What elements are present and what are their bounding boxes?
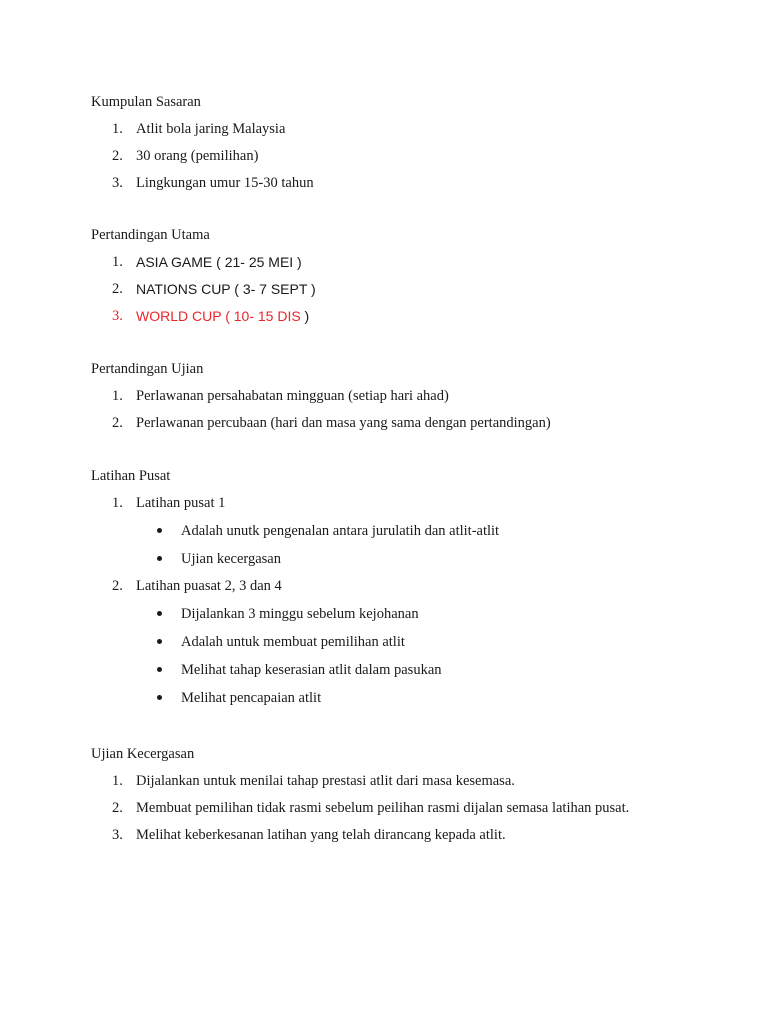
list-item: [91, 490, 731, 517]
list-item: [91, 573, 731, 600]
bullet-item: [91, 684, 731, 712]
list-number: 3.: [112, 308, 123, 324]
section-ujian-kecergasan: [91, 741, 731, 849]
bullet-text: Ujian kecergasan: [181, 551, 281, 567]
list-text: Dijalankan untuk menilai tahap prestasi atlit dari masa kesemasa.: [136, 773, 515, 789]
list-item: [91, 276, 731, 303]
section-heading: Pertandingan Ujian: [91, 361, 204, 377]
bullet-item: [91, 517, 731, 545]
bullet-text: Dijalankan 3 minggu sebelum kejohanan: [181, 606, 419, 622]
list-number: 2.: [112, 415, 123, 431]
list-number: 2.: [112, 281, 123, 297]
list-text: Atlit bola jaring Malaysia: [136, 121, 286, 137]
bullet-icon: [157, 667, 162, 672]
list-text: Membuat pemilihan tidak rasmi sebelum peilihan rasmi dijalan semasa latihan pusat.: [136, 800, 630, 816]
list-number: 1.: [112, 121, 123, 137]
list-text: ASIA GAME ( 21- 25 MEI ): [136, 254, 302, 270]
list-text: 30 orang (pemilihan): [136, 148, 259, 164]
section-heading: Kumpulan Sasaran: [91, 94, 201, 110]
list-text: Latihan puasat 2, 3 dan 4: [136, 578, 282, 594]
bullet-item: [91, 545, 731, 573]
bullet-text: Adalah unutk pengenalan antara jurulatih dan atlit-atlit: [181, 523, 500, 539]
section-kumpulan-sasaran: [91, 89, 731, 197]
list-text: Lingkungan umur 15-30 tahun: [136, 175, 314, 191]
section-pertandingan-ujian: [91, 356, 731, 437]
list-item: [91, 116, 731, 143]
section-heading: Pertandingan Utama: [91, 227, 210, 243]
list-text: [136, 303, 309, 330]
bullet-icon: [157, 695, 162, 700]
list-item: [91, 410, 731, 437]
list-number: 3.: [112, 175, 123, 191]
list-text: Latihan pusat 1: [136, 495, 226, 511]
list-item: [91, 170, 731, 197]
list-text: Perlawanan percubaan (hari dan masa yang sama dengan pertandingan): [136, 415, 551, 431]
bullet-item: [91, 600, 731, 628]
list-number: 1.: [112, 773, 123, 789]
list-text: Melihat keberkesanan latihan yang telah dirancang kepada atlit.: [136, 827, 506, 843]
list-number: 2.: [112, 800, 123, 816]
list-text: Perlawanan persahabatan mingguan (setiap hari ahad): [136, 388, 449, 404]
highlighted-text: WORLD CUP ( 10- 15 DIS: [136, 308, 301, 324]
list-number: 1.: [112, 495, 123, 511]
list-number: 3.: [112, 827, 123, 843]
bullet-icon: [157, 528, 162, 533]
list-item: [91, 143, 731, 170]
list-number: 2.: [112, 148, 123, 164]
list-item: [91, 795, 731, 822]
bullet-text: Melihat pencapaian atlit: [181, 690, 322, 706]
list-text-rest: ): [300, 308, 310, 324]
bullet-item: [91, 628, 731, 656]
bullet-item: [91, 656, 731, 684]
bullet-text: Adalah untuk membuat pemilihan atlit: [181, 634, 405, 650]
list-item-highlighted: [91, 303, 731, 330]
bullet-text: Melihat tahap keserasian atlit dalam pasukan: [181, 662, 442, 678]
section-heading: Ujian Kecergasan: [91, 746, 195, 762]
list-item: [91, 822, 731, 849]
list-item: [91, 383, 731, 410]
section-pertandingan-utama: [91, 222, 731, 330]
list-text: NATIONS CUP ( 3- 7 SEPT ): [136, 281, 316, 297]
section-heading: Latihan Pusat: [91, 468, 171, 484]
list-item: [91, 249, 731, 276]
list-number: 1.: [112, 388, 123, 404]
list-number: 1.: [112, 254, 123, 270]
list-item: [91, 768, 731, 795]
section-latihan-pusat: [91, 463, 731, 712]
bullet-icon: [157, 639, 162, 644]
bullet-icon: [157, 611, 162, 616]
list-number: 2.: [112, 578, 123, 594]
bullet-icon: [157, 556, 162, 561]
